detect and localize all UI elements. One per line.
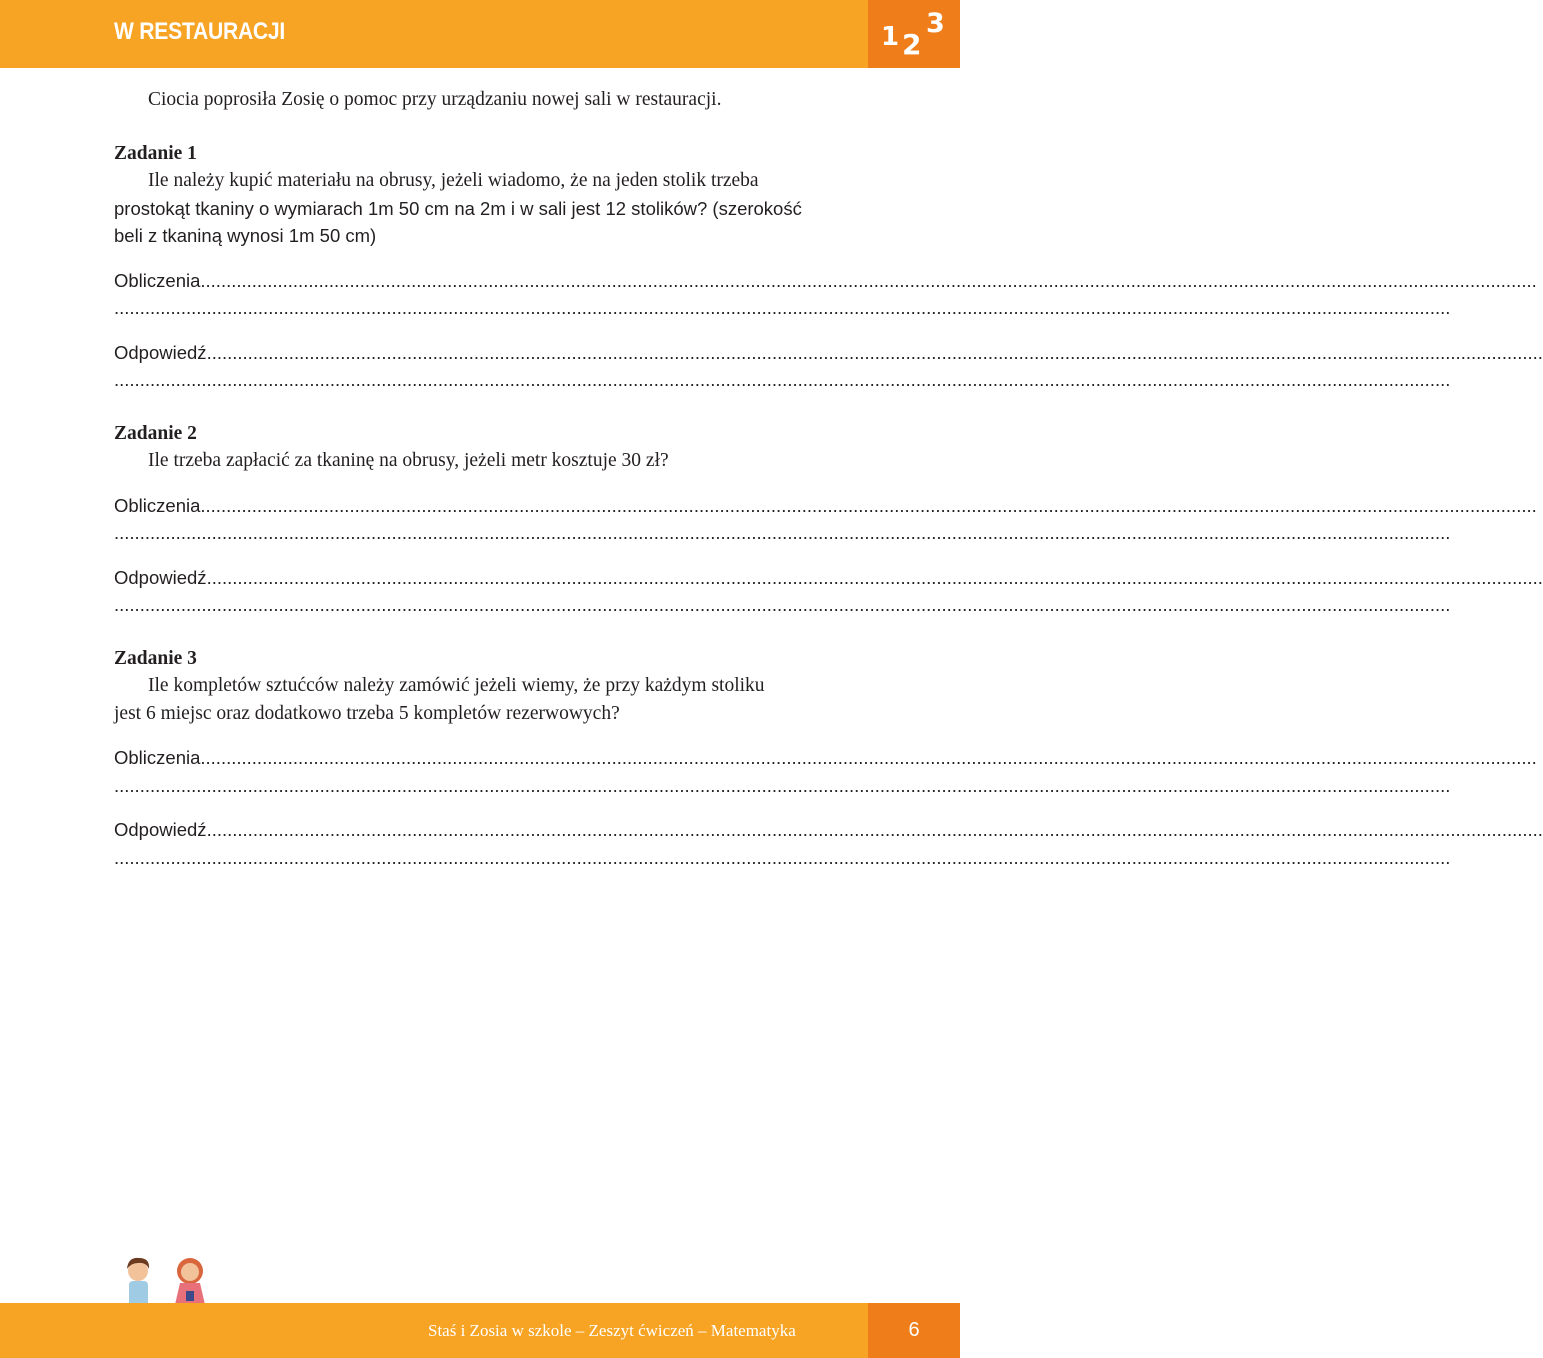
answer-line[interactable]: [114, 816, 1543, 844]
section-title: W RESTAURACJI: [114, 18, 286, 45]
calc-line[interactable]: [114, 744, 1537, 772]
task-title: Zadanie 3: [114, 647, 197, 669]
answer-line-2[interactable]: [114, 844, 1451, 872]
answer-label: Odpowiedź: [114, 566, 207, 588]
task-2: [114, 420, 1543, 619]
dotted-fill: ....................................................................................................................................................................................................................................................................: [200, 494, 1537, 516]
dotted-fill: ....................................................................................................................................................................................................................................................................: [114, 297, 1451, 318]
calc-line[interactable]: [114, 267, 1537, 295]
badge-digit-3: 3: [926, 8, 945, 39]
page-header: [0, 0, 960, 68]
dotted-fill: ....................................................................................................................................................................................................................................................................: [206, 566, 1543, 588]
task-3: [114, 645, 1543, 872]
calc-line-2[interactable]: [114, 519, 1451, 547]
calc-label: Obliczenia: [114, 747, 201, 768]
footer-title: Staś i Zosia w szkole – Zeszyt ćwiczeń – Matematyka: [428, 1321, 796, 1340]
answer-line-2[interactable]: [114, 591, 1451, 619]
dotted-fill: ....................................................................................................................................................................................................................................................................: [114, 369, 1451, 390]
task-text-line: Ile należy kupić materiału na obrusy, jeżeli wiadomo, że na jeden stolik trzeba: [148, 170, 759, 191]
worksheet-content: [114, 86, 1543, 871]
calc-line-2[interactable]: [114, 294, 1451, 322]
page-footer: [0, 1303, 960, 1358]
page-number: 6: [908, 1319, 920, 1341]
dotted-fill: ....................................................................................................................................................................................................................................................................: [206, 819, 1543, 840]
dotted-fill: ....................................................................................................................................................................................................................................................................: [114, 522, 1451, 543]
page-number-box: [868, 1303, 960, 1358]
dotted-fill: ....................................................................................................................................................................................................................................................................: [114, 594, 1451, 615]
answer-line[interactable]: [114, 564, 1543, 592]
answer-label: Odpowiedź: [114, 341, 207, 363]
calc-line[interactable]: [114, 492, 1537, 520]
task-text-line: prostokąt tkaniny o wymiarach 1m 50 cm na 2m i w sali jest 12 stolików? (szerokość: [114, 197, 802, 219]
task-1: [114, 140, 1543, 394]
task-text-line: Ile trzeba zapłacić za tkaninę na obrusy, jeżeli metr kosztuje 30 zł?: [148, 450, 669, 471]
dotted-fill: ....................................................................................................................................................................................................................................................................: [200, 269, 1537, 291]
task-title: Zadanie 2: [114, 422, 197, 444]
task-text-line: Ile kompletów sztućców należy zamówić jeżeli wiemy, że przy każdym stoliku: [148, 675, 765, 696]
badge-digit-1: 1: [881, 22, 900, 52]
answer-line-2[interactable]: [114, 366, 1451, 394]
task-title: Zadanie 1: [114, 142, 197, 164]
badge-digit-2: 2: [902, 28, 922, 61]
dotted-fill: ....................................................................................................................................................................................................................................................................: [200, 747, 1537, 768]
dotted-fill: ....................................................................................................................................................................................................................................................................: [114, 846, 1451, 868]
intro-text: Ciocia poprosiła Zosię o pomoc przy urządzaniu nowej sali w restauracji.: [148, 89, 722, 110]
dotted-fill: ....................................................................................................................................................................................................................................................................: [114, 774, 1451, 796]
calc-label: Obliczenia: [114, 269, 201, 291]
numbers-badge: [868, 0, 960, 68]
answer-line[interactable]: [114, 339, 1543, 367]
calc-line-2[interactable]: [114, 772, 1451, 800]
task-text-line: jest 6 miejsc oraz dodatkowo trzeba 5 kompletów rezerwowych?: [114, 702, 620, 724]
task-text-line: beli z tkaniną wynosi 1m 50 cm): [114, 225, 377, 246]
answer-label: Odpowiedź: [114, 819, 207, 840]
dotted-fill: ....................................................................................................................................................................................................................................................................: [206, 341, 1543, 363]
calc-label: Obliczenia: [114, 494, 201, 516]
